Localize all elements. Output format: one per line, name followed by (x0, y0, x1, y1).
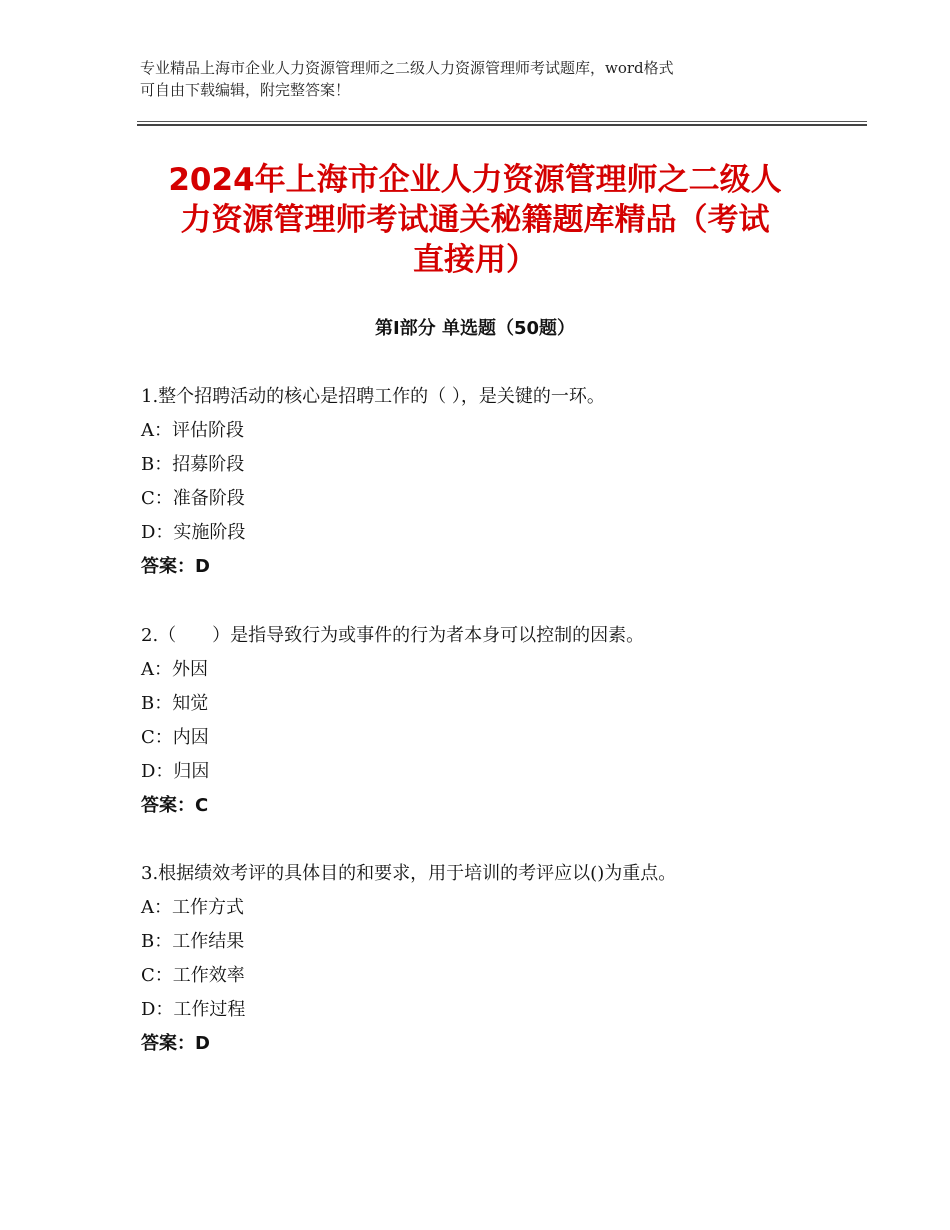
question-block-2 (141, 619, 841, 823)
question-block-3 (141, 857, 841, 1061)
option-d: D：归因 (141, 761, 210, 782)
option-a: A：工作方式 (141, 897, 244, 918)
option-a: A：评估阶段 (141, 420, 244, 441)
header-divider-thin (137, 121, 867, 122)
question-block-1 (141, 380, 841, 584)
document-title (120, 160, 830, 280)
header-divider-thick (137, 124, 867, 126)
option-c: C：准备阶段 (141, 488, 245, 509)
option-c: C：工作效率 (141, 965, 245, 986)
title-line-2: 力资源管理师考试通关秘籍题库精品（考试 (180, 202, 770, 238)
question-stem: 3.根据绩效考评的具体目的和要求，用于培训的考评应以()为重点。 (141, 863, 677, 884)
question-stem: 1.整个招聘活动的核心是招聘工作的（ ），是关键的一环。 (141, 386, 605, 407)
section-heading: 第Ⅰ部分 单选题（50题） (374, 318, 575, 339)
question-stem: 2.（ ）是指导致行为或事件的行为者本身可以控制的因素。 (141, 625, 645, 646)
option-d: D：实施阶段 (141, 522, 246, 543)
option-b: B：知觉 (141, 693, 209, 714)
option-d: D：工作过程 (141, 999, 246, 1020)
option-b: B：招募阶段 (141, 454, 245, 475)
header-note-line-2: 可自由下载编辑，附完整答案！ (140, 81, 351, 99)
option-b: B：工作结果 (141, 931, 245, 952)
title-line-1: 2024年上海市企业人力资源管理师之二级人 (168, 162, 782, 198)
answer-key: 答案：D (141, 556, 210, 577)
option-c: C：内因 (141, 727, 209, 748)
option-a: A：外因 (141, 659, 208, 680)
header-note (140, 57, 820, 101)
answer-key: 答案：D (141, 1033, 210, 1054)
title-line-3: 直接用） (413, 242, 537, 278)
header-note-line-1: 专业精品上海市企业人力资源管理师之二级人力资源管理师考试题库，word格式 (140, 59, 674, 77)
answer-key: 答案：C (141, 795, 209, 816)
